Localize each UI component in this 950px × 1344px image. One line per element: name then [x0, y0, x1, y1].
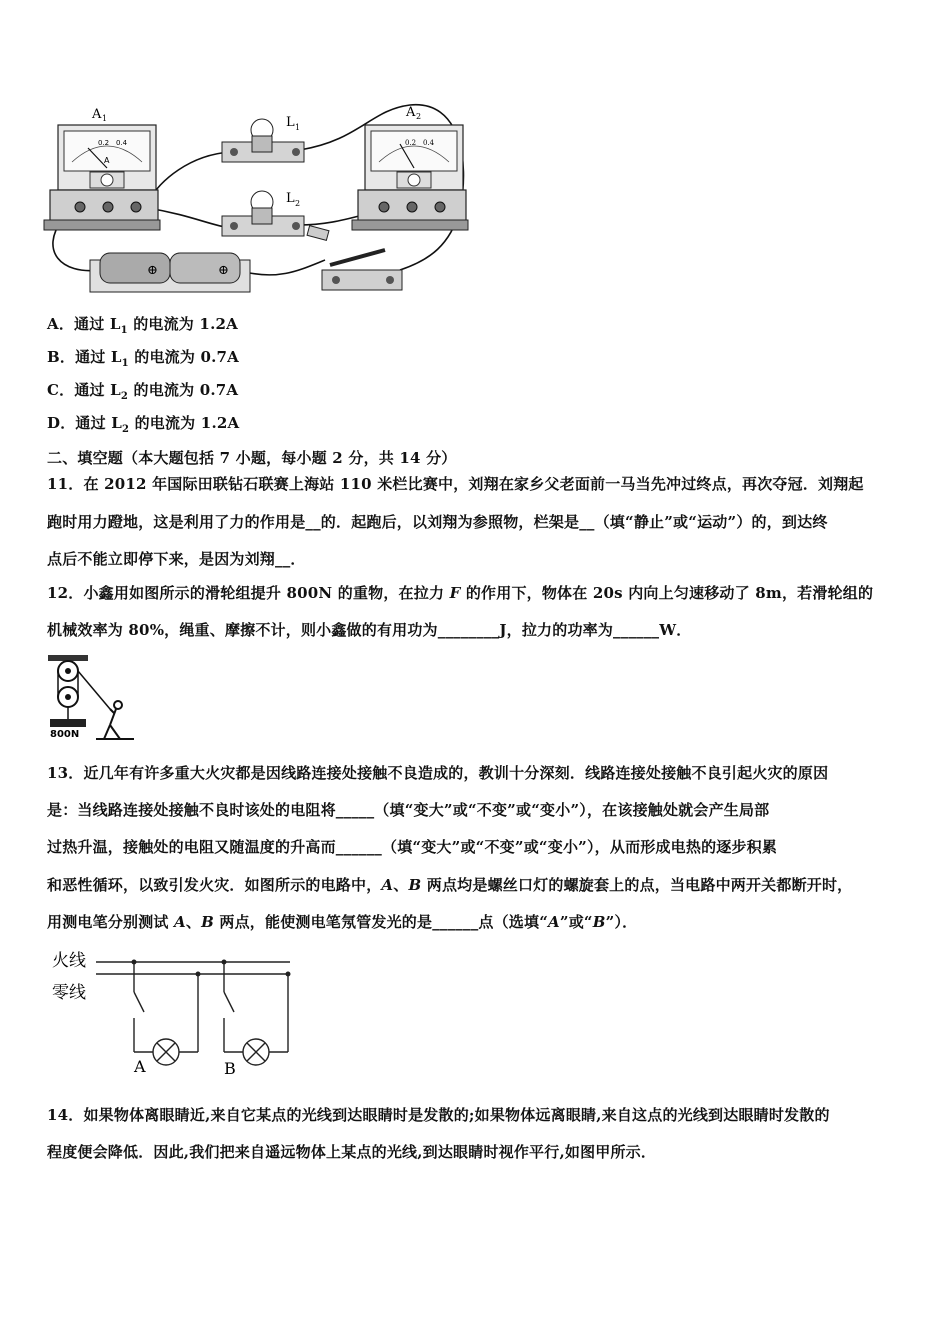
q13-line5-point-a: A	[174, 913, 186, 931]
q11-line1: 11．在 2012 年国际田联钻石联赛上海站 110 米栏比赛中，刘翔在家乡父老面前一马当先冲过终点，再次夺冠．刘翔起	[47, 475, 864, 493]
option-b-text: B．通过 L	[47, 348, 122, 366]
q13-line5-mid: 、	[185, 913, 202, 931]
q14-line1: 14．如果物体离眼睛近,来自它某点的光线到达眼睛时是发散的;如果物体远离眼睛,来自这点的光线到达眼睛时发散的	[47, 1106, 830, 1124]
ammeter-a2-label: A	[406, 105, 416, 120]
ammeter-a2-dial-right: 0.4	[423, 139, 435, 147]
q13-line5-a: 用测电笔分别测试	[47, 913, 175, 931]
ammeter-a1-sub: 1	[102, 114, 108, 123]
live-wire-label: 火线	[52, 951, 86, 971]
option-d	[47, 412, 239, 435]
q12-force-symbol: F	[449, 584, 461, 602]
ammeter-a1-dial-right: 0.4	[116, 139, 128, 147]
option-b	[47, 346, 239, 369]
battery-symbol-1: ⊕	[147, 263, 158, 278]
q13-line4-b: 两点均是螺丝口灯的螺旋套上的点，当电路中两开关都断开时，	[421, 876, 853, 894]
lamp-l1-label: L	[286, 115, 295, 130]
lamp-l2-label: L	[286, 191, 295, 206]
option-a-text: A．通过 L	[47, 315, 121, 333]
option-a-sub: 1	[120, 325, 128, 336]
q13-line4	[47, 874, 852, 895]
q13-line3: 过热升温，接触处的电阻又随温度的升高而______（填“变大”或“不变”或“变小”），从而形成电热的逐步积累	[47, 838, 778, 856]
option-b-sub: 1	[121, 358, 129, 369]
knife-switch	[307, 226, 402, 290]
q13-line5-choice-b: B	[592, 913, 606, 931]
q14-line2: 程度便会降低．因此,我们把来自遥远物体上某点的光线,到达眼睛时视作平行,如图甲所示．	[47, 1143, 657, 1161]
q13-line5-d: ”）．	[605, 913, 638, 931]
q13-line4-point-b: B	[408, 876, 422, 894]
ammeter-a2-dial-left: 0.2	[405, 139, 417, 147]
neutral-wire-label: 零线	[52, 983, 86, 1003]
option-a-rest: 的电流为 1.2A	[127, 315, 238, 333]
q13-line5-c: ”或“	[559, 913, 593, 931]
ammeter-a1-dial-left: 0.2	[98, 139, 110, 147]
q12-line1	[47, 582, 873, 603]
point-a-label: A	[134, 1057, 146, 1076]
q13-line4-a: 和恶性循环，以致引发火灾．如图所示的电路中，	[47, 876, 382, 894]
option-a	[47, 313, 238, 336]
option-d-text: D．通过 L	[47, 414, 122, 432]
q13-line5-b: 两点，能使测电笔氖管发光的是______点（选填“	[213, 913, 549, 931]
lamp-l2-sub: 2	[295, 199, 301, 208]
point-b-label: B	[224, 1059, 236, 1078]
option-b-rest: 的电流为 0.7A	[128, 348, 240, 366]
option-c-rest: 的电流为 0.7A	[128, 381, 239, 399]
option-d-rest: 的电流为 1.2A	[129, 414, 240, 432]
q13-line5	[47, 911, 637, 932]
option-d-sub: 2	[121, 424, 130, 435]
q13-line5-point-b: B	[201, 913, 214, 931]
q12-line1-b: 的作用下，物体在 20s 内向上匀速移动了 8m，若滑轮组的	[460, 584, 874, 602]
household-circuit-figure	[48, 948, 298, 1080]
q13-line1: 13．近几年有许多重大火灾都是因线路连接处接触不良造成的，教训十分深刻．线路连接处接触不良引起火灾的原因	[47, 764, 829, 782]
pulley-figure	[44, 653, 136, 743]
section2-heading: 二、填空题（本大题包括 7 小题，每小题 2 分，共 14 分）	[47, 449, 457, 467]
ammeter-a1-label: A	[92, 107, 102, 122]
option-c-text: C．通过 L	[47, 381, 121, 399]
q11-line2: 跑时用力蹬地，这是利用了力的作用是__的．起跑后，以刘翔为参照物，栏架是__（填“静止”或“运动”）的，到达终	[47, 513, 828, 531]
q12-line2: 机械效率为 80%，绳重、摩擦不计，则小鑫做的有用功为________J，拉力的功率为______W．	[47, 621, 692, 639]
q13-line2: 是：当线路连接处接触不良时该处的电阻将_____（填“变大”或“不变”或“变小”），在该接触处就会产生局部	[47, 801, 770, 819]
option-c-sub: 2	[120, 391, 129, 402]
q13-line5-choice-a: A	[548, 913, 560, 931]
q11-line3: 点后不能立即停下来，是因为刘翔__．	[47, 550, 306, 568]
circuit-figure	[40, 100, 480, 300]
q12-line1-a: 12．小鑫用如图所示的滑轮组提升 800N 的重物，在拉力	[47, 584, 450, 602]
lamp-l1-sub: 1	[295, 123, 301, 132]
pulley-weight-label: 800N	[50, 729, 80, 740]
q13-line4-point-a: A	[381, 876, 394, 894]
ammeter-a1-dial-unit: A	[104, 156, 110, 165]
battery-symbol-2: ⊕	[218, 263, 229, 278]
option-c	[47, 379, 238, 402]
ammeter-a2-sub: 2	[416, 112, 422, 121]
q13-line4-mid: 、	[393, 876, 409, 894]
